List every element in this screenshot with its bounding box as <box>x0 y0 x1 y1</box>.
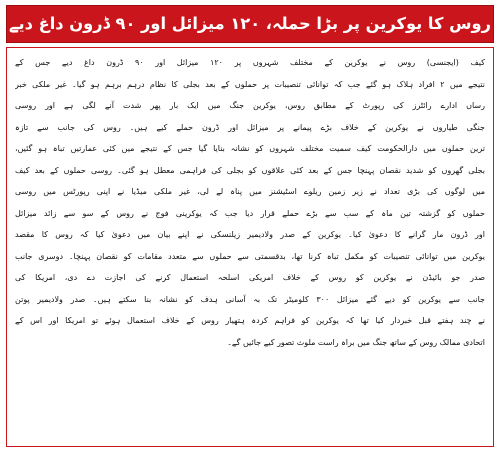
article-line: اتحادی ممالک روس کے ساتھ جنگ میں براہ راست ملوث تصور کیے جائیں گے۔ <box>227 337 485 347</box>
headline: روس کا یوکرین پر بڑا حملہ، ۱۲۰ میزائل اور ۹۰ ڈرون داغ دیے <box>9 14 491 33</box>
article-line: رساں ادارے رائٹرز کی رپورٹ کے مطابق روس، یوکرین جنگ میں ایک بار پھر شدت آنے لگی ہے اور روسی <box>15 101 485 110</box>
article-line: میں لوگوں کی بڑی تعداد نے زیر زمین ریلوے اسٹیشنز میں پناہ لے لی، غیر ملکی میڈیا نے اپنی رپورٹس میں روسی <box>15 187 485 196</box>
article-line: نے چند ہفتے قبل خبردار کیا تھا کہ یوکرین کو فراہم کردہ ہتھیار روس کے خلاف استعمال ہوئے تو امریکا اور اس کے <box>15 316 485 325</box>
article-body <box>6 47 494 447</box>
article-line: جنگی طیاروں نے یوکرین کے خلاف بڑے پیمانے پر میزائل اور ڈرون حملے کیے ہیں۔ روس کی جانب سے تازہ <box>15 122 485 132</box>
article-line: اور ڈرون مار گرانے کا دعویٰ کیا۔ یوکرین کے صدر ولادیمیر زیلنسکی نے اپنے بیان میں دعویٰ کیا کہ روس کا مقصد <box>15 230 485 239</box>
article-line: حملوں کو گزشتہ تین ماہ کے سب سے بڑے حملے قرار دیا جب کہ یوکرینی فوج نے روس کے سو سے زائد میزائل <box>15 208 485 218</box>
headline-banner <box>6 5 494 43</box>
article-line: کیف (ایجنسی) روس نے یوکرین کے مختلف شہروں پر ۱۲۰ میزائل اور ۹۰ ڈرون داغ دیے جس کے <box>15 58 485 67</box>
article-line: نتیجے میں ۲ افراد ہلاک ہو گئے جب کہ توانائی تنصیبات پر حملوں کے بعد بجلی کا نظام درہم برہم ہو گیا۔ غیر ملکی خبر <box>15 79 485 89</box>
article-line: بجلی گھروں کو شدید نقصان پہنچا جس کے بعد کئی علاقوں کو بجلی کی فراہمی معطل ہو گئی۔ روسی حملوں کے بعد کیف <box>15 165 485 175</box>
article-line: یوکرین میں توانائی تنصیبات کو مکمل تباہ کرنا تھا، بدقسمتی سے حملوں سے متعدد مقامات کو نقصان پہنچا۔ دوسری جانب <box>15 251 485 261</box>
article-line: ترین حملوں میں دارالحکومت کیف سمیت مختلف شہروں کو نشانہ بنایا گیا جس کے نتیجے میں کئی عمارتیں تباہ ہو گئیں، <box>15 144 485 153</box>
article-line: صدر جو بائیڈن نے یوکرین کو روس کے خلاف امریکی اسلحہ استعمال کرنے کی اجازت دے دی، امریکا کی <box>15 273 485 282</box>
article-line: جانب سے یوکرین کو دیے گئے میزائل ۳۰۰ کلومیٹر تک بہ آسانی ہدف کو نشانہ بنا سکتے ہیں۔ صدر ولادیمیر پوتن <box>15 294 485 304</box>
